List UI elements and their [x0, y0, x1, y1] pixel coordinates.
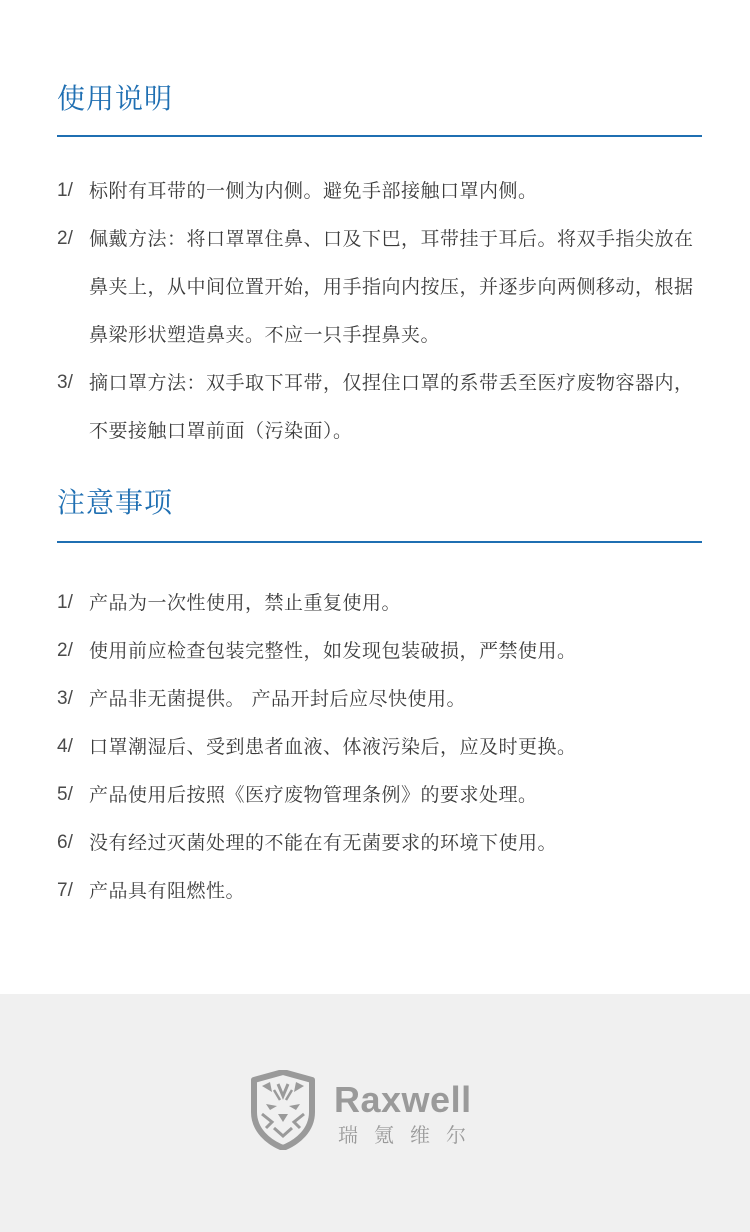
list-item-text: 摘口罩方法：双手取下耳带，仅捏住口罩的系带丢至医疗废物容器内，不要接触口罩前面（污染面）。	[89, 372, 694, 442]
notes-list-item	[57, 675, 707, 723]
list-item-number: 7/	[57, 880, 73, 901]
list-item-number: 4/	[57, 736, 73, 757]
footer	[0, 994, 750, 1232]
list-item-text: 产品使用后按照《医疗废物管理条例》的要求处理。	[89, 784, 538, 806]
brand-logo	[248, 1070, 508, 1150]
usage-list-item	[57, 167, 707, 215]
notes-section-title: 注意事项	[57, 486, 174, 519]
list-item-text: 产品具有阻燃性。	[89, 880, 246, 902]
list-item-text: 没有经过灭菌处理的不能在有无菌要求的环境下使用。	[89, 832, 558, 854]
list-item-number: 1/	[57, 180, 73, 201]
list-item-number: 1/	[57, 592, 73, 613]
usage-list-item	[57, 215, 707, 359]
notes-list-item	[57, 771, 707, 819]
notes-list-item	[57, 819, 707, 867]
list-item-number: 3/	[57, 688, 73, 709]
list-item-text: 产品非无菌提供。 产品开封后应尽快使用。	[89, 688, 467, 710]
brand-name: Raxwell	[334, 1079, 472, 1120]
notes-list	[57, 579, 707, 915]
usage-section-divider	[57, 135, 702, 137]
tiger-shield-icon	[248, 1070, 318, 1150]
list-item-text: 标附有耳带的一侧为内侧。避免手部接触口罩内侧。	[89, 180, 538, 202]
notes-list-item	[57, 723, 707, 771]
usage-list	[57, 167, 707, 455]
list-item-number: 2/	[57, 640, 73, 661]
list-item-number: 6/	[57, 832, 73, 853]
list-item-number: 5/	[57, 784, 73, 805]
brand-name-cn: 瑞氪维尔	[338, 1123, 482, 1147]
usage-section-title: 使用说明	[57, 82, 174, 115]
notes-list-item	[57, 867, 707, 915]
usage-list-item	[57, 359, 707, 455]
list-item-text: 口罩潮湿后、受到患者血液、体液污染后，应及时更换。	[89, 736, 577, 758]
list-item-number: 3/	[57, 372, 73, 393]
list-item-number: 2/	[57, 228, 73, 249]
notes-section-divider	[57, 541, 702, 543]
notes-list-item	[57, 627, 707, 675]
notes-list-item	[57, 579, 707, 627]
list-item-text: 佩戴方法：将口罩罩住鼻、口及下巴，耳带挂于耳后。将双手指尖放在鼻夹上，从中间位置开始，用手指向内按压，并逐步向两侧移动，根据鼻梁形状塑造鼻夹。不应一只手捏鼻夹。	[89, 228, 694, 346]
list-item-text: 使用前应检查包装完整性，如发现包装破损，严禁使用。	[89, 640, 577, 662]
list-item-text: 产品为一次性使用，禁止重复使用。	[89, 592, 402, 614]
